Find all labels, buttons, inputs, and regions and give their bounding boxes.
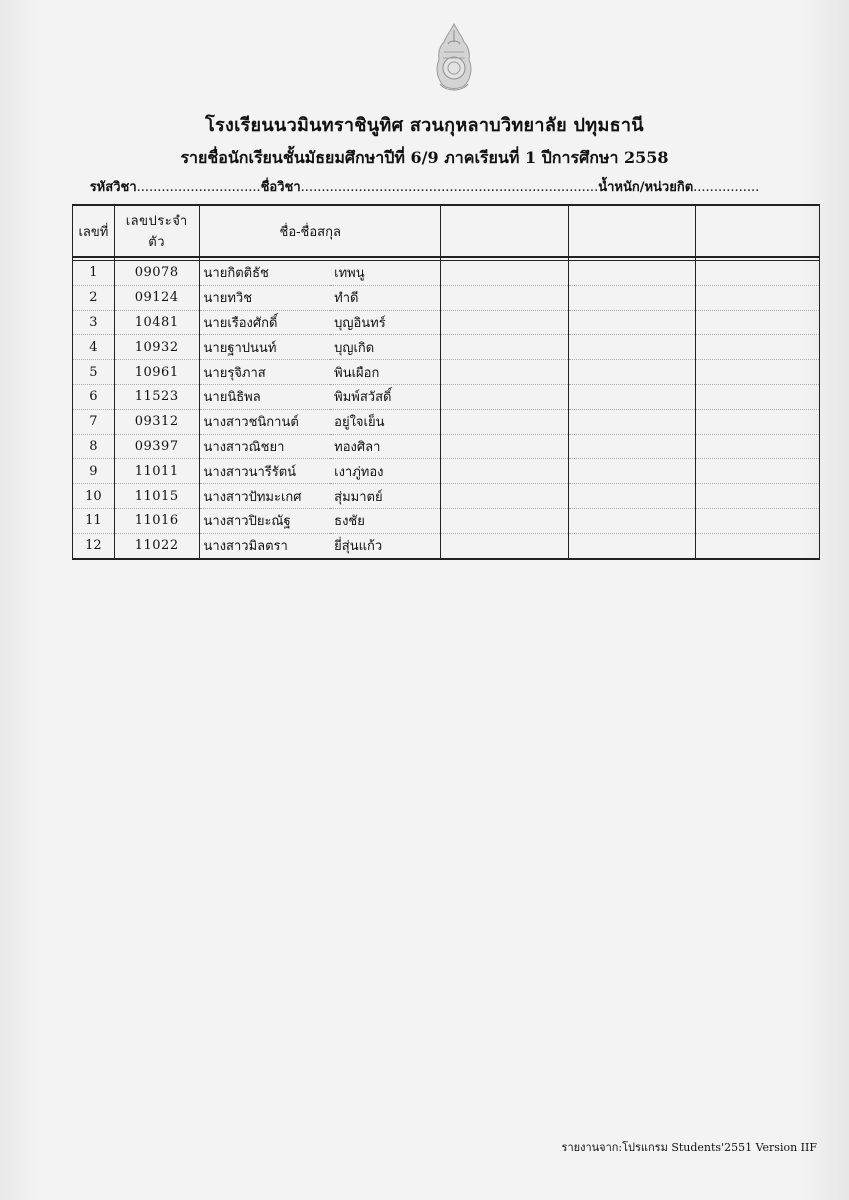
table-row bbox=[73, 261, 820, 286]
row-first-name: นายกิตติธัช bbox=[199, 261, 330, 286]
row-first-name: นางสาวณิชยา bbox=[199, 434, 330, 459]
row-student-id: 11523 bbox=[114, 384, 199, 409]
table-row bbox=[73, 310, 820, 335]
col-header-student-id: เลขประจำตัว bbox=[114, 205, 199, 257]
row-student-id: 09397 bbox=[114, 434, 199, 459]
row-blank-2 bbox=[568, 310, 696, 335]
row-first-name: นายฐาปนนท์ bbox=[199, 335, 330, 360]
row-blank-3 bbox=[696, 484, 820, 509]
course-fields bbox=[0, 176, 849, 197]
class-subtitle: รายชื่อนักเรียนชั้นมัธยมศึกษาปีที่ 6/9 ภาคเรียนที่ 1 ปีการศึกษา 2558 bbox=[180, 148, 669, 167]
row-student-id: 11015 bbox=[114, 484, 199, 509]
school-emblem-icon bbox=[430, 22, 478, 94]
col-header-name: ชื่อ-ชื่อสกุล bbox=[199, 205, 441, 257]
row-number: 12 bbox=[73, 533, 115, 558]
row-first-name: นายนิธิพล bbox=[199, 384, 330, 409]
weight-label: น้ำหนัก/หน่วยกิต bbox=[598, 180, 694, 195]
row-surname: ยี่สุ่นแก้ว bbox=[330, 533, 441, 558]
row-blank-3 bbox=[696, 384, 820, 409]
row-blank-3 bbox=[696, 285, 820, 310]
table-row bbox=[73, 484, 820, 509]
row-blank-1 bbox=[441, 310, 569, 335]
row-blank-3 bbox=[696, 459, 820, 484]
row-student-id: 09078 bbox=[114, 261, 199, 286]
row-number: 9 bbox=[73, 459, 115, 484]
row-blank-3 bbox=[696, 434, 820, 459]
row-blank-2 bbox=[568, 508, 696, 533]
row-first-name: นางสาวนารีรัตน์ bbox=[199, 459, 330, 484]
report-footer: รายงานจาก:โปรแกรม Students'2551 Version IIF bbox=[561, 1141, 817, 1154]
row-student-id: 10932 bbox=[114, 335, 199, 360]
row-student-id: 09124 bbox=[114, 285, 199, 310]
row-surname: ทองศิลา bbox=[330, 434, 441, 459]
table-row bbox=[73, 459, 820, 484]
row-blank-1 bbox=[441, 533, 569, 558]
row-student-id: 11016 bbox=[114, 508, 199, 533]
row-number: 10 bbox=[73, 484, 115, 509]
row-blank-3 bbox=[696, 508, 820, 533]
table-row bbox=[73, 508, 820, 533]
row-number: 11 bbox=[73, 508, 115, 533]
row-surname: เงาภู่ทอง bbox=[330, 459, 441, 484]
row-surname: ทำดี bbox=[330, 285, 441, 310]
row-surname: ธงชัย bbox=[330, 508, 441, 533]
row-first-name: นางสาวปิยะณัฐ bbox=[199, 508, 330, 533]
row-blank-2 bbox=[568, 533, 696, 558]
course-name-blank: ........................................................................ bbox=[300, 180, 599, 195]
student-roster-table bbox=[72, 204, 820, 560]
row-number: 3 bbox=[73, 310, 115, 335]
row-surname: พินเผือก bbox=[330, 360, 441, 385]
row-blank-2 bbox=[568, 409, 696, 434]
col-header-blank-1 bbox=[441, 205, 569, 257]
row-blank-1 bbox=[441, 434, 569, 459]
school-name: โรงเรียนนวมินทราชินูทิศ สวนกุหลาบวิทยาลัย ปทุมธานี bbox=[205, 115, 644, 136]
row-surname: พิมพ์สวัสดิ์ bbox=[330, 384, 441, 409]
row-blank-3 bbox=[696, 533, 820, 558]
row-number: 1 bbox=[73, 261, 115, 286]
course-code-blank: .............................. bbox=[136, 180, 261, 195]
table-header-row bbox=[73, 205, 820, 257]
row-student-id: 10961 bbox=[114, 360, 199, 385]
row-number: 5 bbox=[73, 360, 115, 385]
table-row bbox=[73, 384, 820, 409]
col-header-number: เลขที่ bbox=[73, 205, 115, 257]
row-blank-2 bbox=[568, 384, 696, 409]
row-first-name: นายรุจิภาส bbox=[199, 360, 330, 385]
row-number: 2 bbox=[73, 285, 115, 310]
row-blank-1 bbox=[441, 459, 569, 484]
row-blank-3 bbox=[696, 409, 820, 434]
row-blank-2 bbox=[568, 261, 696, 286]
table-row bbox=[73, 533, 820, 558]
table-row bbox=[73, 434, 820, 459]
row-blank-2 bbox=[568, 434, 696, 459]
row-surname: สุ่มมาตย์ bbox=[330, 484, 441, 509]
row-blank-1 bbox=[441, 360, 569, 385]
row-blank-3 bbox=[696, 360, 820, 385]
row-blank-1 bbox=[441, 335, 569, 360]
row-blank-2 bbox=[568, 484, 696, 509]
row-student-id: 10481 bbox=[114, 310, 199, 335]
table-row bbox=[73, 409, 820, 434]
roster-body bbox=[73, 257, 820, 559]
row-surname: เทพนู bbox=[330, 261, 441, 286]
table-row bbox=[73, 285, 820, 310]
course-code-label: รหัสวิชา bbox=[89, 180, 137, 195]
row-student-id: 11022 bbox=[114, 533, 199, 558]
row-first-name: นางสาวมิลตรา bbox=[199, 533, 330, 558]
weight-blank: ................ bbox=[693, 180, 760, 195]
row-blank-2 bbox=[568, 459, 696, 484]
row-surname: บุญเกิด bbox=[330, 335, 441, 360]
row-blank-2 bbox=[568, 360, 696, 385]
row-number: 8 bbox=[73, 434, 115, 459]
row-blank-1 bbox=[441, 261, 569, 286]
row-blank-1 bbox=[441, 484, 569, 509]
table-row bbox=[73, 360, 820, 385]
row-number: 7 bbox=[73, 409, 115, 434]
row-surname: อยู่ใจเย็น bbox=[330, 409, 441, 434]
row-number: 6 bbox=[73, 384, 115, 409]
row-blank-1 bbox=[441, 508, 569, 533]
row-surname: บุญอินทร์ bbox=[330, 310, 441, 335]
row-blank-3 bbox=[696, 261, 820, 286]
row-blank-3 bbox=[696, 335, 820, 360]
row-first-name: นายทวิช bbox=[199, 285, 330, 310]
row-student-id: 11011 bbox=[114, 459, 199, 484]
row-first-name: นางสาวปัทมะเกศ bbox=[199, 484, 330, 509]
row-student-id: 09312 bbox=[114, 409, 199, 434]
col-header-blank-3 bbox=[696, 205, 820, 257]
row-blank-2 bbox=[568, 285, 696, 310]
row-first-name: นางสาวชนิกานต์ bbox=[199, 409, 330, 434]
row-blank-3 bbox=[696, 310, 820, 335]
row-first-name: นายเรืองศักดิ์ bbox=[199, 310, 330, 335]
row-blank-1 bbox=[441, 384, 569, 409]
table-row bbox=[73, 335, 820, 360]
col-header-blank-2 bbox=[568, 205, 696, 257]
row-number: 4 bbox=[73, 335, 115, 360]
row-blank-1 bbox=[441, 409, 569, 434]
course-name-label: ชื่อวิชา bbox=[260, 180, 301, 195]
row-blank-1 bbox=[441, 285, 569, 310]
row-blank-2 bbox=[568, 335, 696, 360]
